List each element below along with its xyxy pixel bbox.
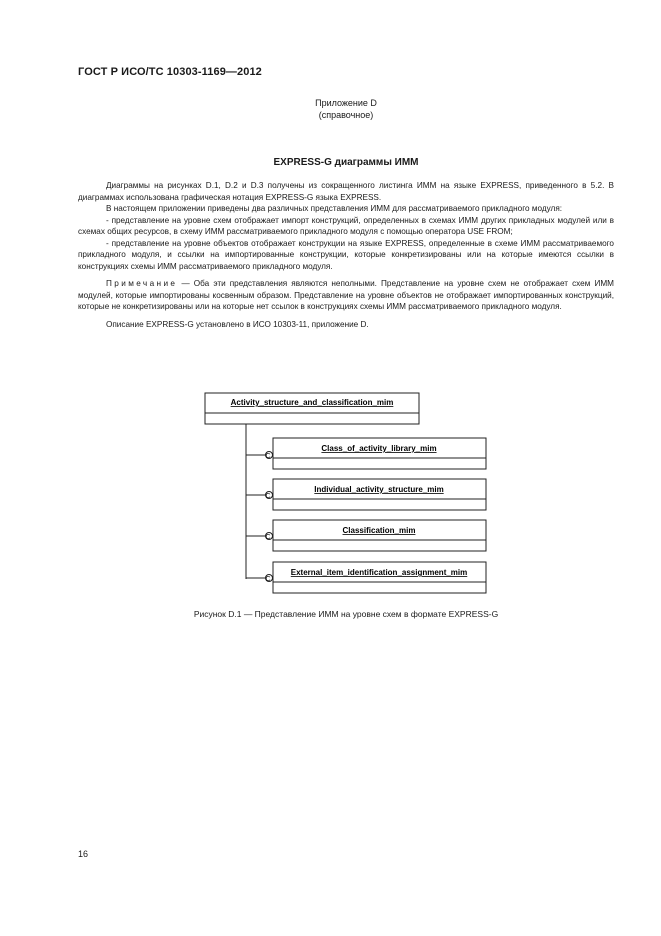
imported-schema-box: [246, 479, 486, 510]
note-label: Примечание: [106, 279, 178, 288]
annex-title: Приложение D: [315, 98, 377, 108]
connector-symbol: C: [265, 493, 271, 500]
section-title: EXPRESS-G диаграммы ИММ: [273, 157, 419, 168]
imported-schema-box: [246, 438, 486, 469]
page-number: 16: [78, 849, 89, 859]
main-schema-label: Activity_structure_and_classification_mim: [230, 398, 394, 407]
imported-schema-box: [246, 520, 486, 551]
paragraph-reference: Описание EXPRESS-G установлено в ИСО 10303-11, приложение D.: [106, 319, 369, 329]
imported-schema-box: [246, 562, 486, 593]
paragraph-entity-level: - представление на уровне объектов отображает конструкции на языке EXPRESS, определенные в схеме ИММ рассматриваемого прикладного модуля, и ссылки на импортированные конструкции, которые конкретизированы или на которые имеются ссылки в конструкциях схемы ИММ рассматриваемого прикладного модуля.: [78, 238, 614, 271]
document-header: ГОСТ Р ИСО/ТС 10303-1169—2012: [78, 66, 262, 78]
paragraph-intro: Диаграммы на рисунках D.1, D.2 и D.3 получены из сокращенного листинга ИММ на языке EXPRESS, приведенного в 5.2. В диаграммах использована графическая нотация EXPRESS-G языка EXPRESS.: [78, 181, 614, 202]
paragraph-schema-level: - представление на уровне схем отображает импорт конструкций, определенных в схемах ИММ других прикладных модулей или в схемах общих ресурсов, в схему ИММ рассматриваемого прикладного модуля с помощью оператора USE FROM;: [78, 215, 614, 236]
main-schema-box: [205, 393, 419, 424]
note-text: — Оба эти представления являются неполными. Представление на уровне схем не отображает схем ИММ модулей, которые импортированы косвенным образом. Представление на уровне объектов не отображает импортированных конструкций, которые не конкретизированы или на которые нет ссылок в конструкциях схемы ИММ рассматриваемого прикладного модуля.: [78, 279, 614, 311]
imported-schema-label: External_item_identification_assignment_mim: [290, 568, 468, 577]
connector-symbol: C: [265, 576, 271, 583]
connector-symbol: C: [265, 534, 271, 541]
imported-schema-label: Class_of_activity_library_mim: [321, 444, 437, 453]
connector-symbol: C: [265, 453, 271, 460]
imported-schema-label: Classification_mim: [342, 526, 416, 535]
figure-caption: Рисунок D.1 — Представление ИММ на уровне схем в формате EXPRESS-G: [193, 609, 499, 619]
annex-subtitle: (справочное): [318, 110, 374, 120]
paragraph-views: В настоящем приложении приведены два различных представления ИММ для рассматриваемого прикладного модуля:: [106, 204, 563, 213]
imported-schema-label: Individual_activity_structure_mim: [314, 485, 444, 494]
